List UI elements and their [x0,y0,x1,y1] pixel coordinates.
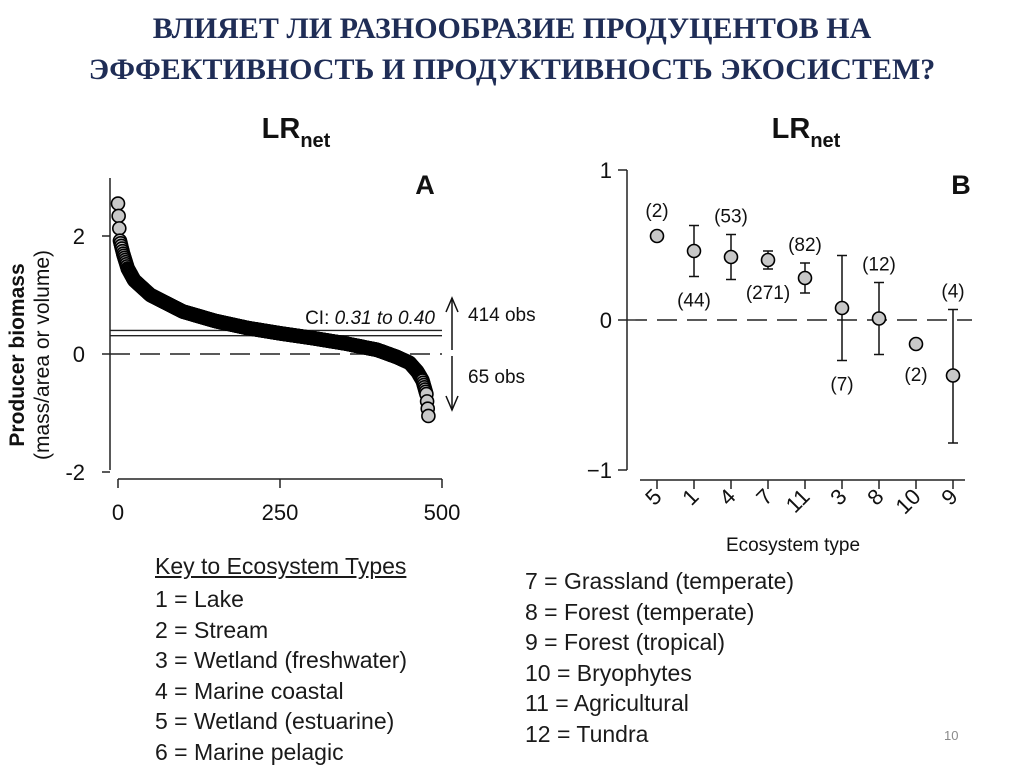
key-item: 1 = Lake [155,586,244,612]
panel-a-title-sub: net [300,130,331,152]
key-item: 10 = Bryophytes [525,659,692,686]
panel-b-label: B [951,170,971,200]
sample-size-label: (44) [677,290,711,312]
key-item: 7 = Grassland (temperate) [525,568,795,594]
panel-b-title-main: LR [771,113,811,145]
panel-a-label: A [415,170,435,200]
x-tick-label: 4 [714,483,741,511]
slide-title-line-1: ВЛИЯЕТ ЛИ РАЗНООБРАЗИЕ ПРОДУЦЕНТОВ НА [152,12,872,45]
panel-a-y-ticks [65,224,110,485]
x-tick-label: 10 [890,483,926,519]
x-tick-label: 500 [423,500,461,525]
key-item: 4 = Marine coastal [155,677,344,704]
data-point [112,209,125,222]
panel-a-chart [6,113,536,525]
data-point [947,369,960,382]
panel-a-title [262,113,331,152]
ci-annotation [305,308,435,329]
data-point [873,312,886,325]
ci-prefix: CI: [305,308,335,329]
panel-a-y-axis-label [6,250,54,460]
panel-b-y-ticks [587,158,627,483]
key-heading: Key to Ecosystem Types [155,553,407,579]
y-tick-label: -2 [65,460,85,485]
key-item: 6 = Marine pelagic [155,738,344,765]
sample-size-label: (4) [941,281,965,303]
panel-b-x-ticks [640,480,962,519]
x-tick-label: 5 [640,483,667,511]
y-tick-label: 0 [72,342,85,367]
y-tick-label: 2 [72,224,85,249]
data-point [688,245,701,258]
x-tick-label: 9 [936,483,963,511]
key-item: 2 = Stream [155,616,269,643]
data-point [910,338,923,351]
y-axis-label-units: (mass/area or volume) [31,249,54,461]
x-tick-label: 0 [111,500,125,525]
data-point [651,230,664,243]
sample-size-label: (53) [714,206,748,228]
down-arrow [446,356,458,410]
panel-a-x-ticks [112,479,460,525]
data-point [725,251,738,264]
data-point [799,272,812,285]
data-point [113,222,126,235]
key-item: 11 = Agricultural [525,690,689,716]
slide-title-line-2: ЭФФЕКТИВНОСТЬ И ПРОДУКТИВНОСТЬ ЭКОСИСТЕМ? [88,53,936,86]
down-count-label: 65 obs [468,367,526,388]
key-item: 5 = Wetland (estuarine) [155,708,395,734]
page-number: 10 [944,728,959,743]
key-list-right [525,566,794,749]
panel-b-chart [587,113,972,556]
key-item: 3 = Wetland (freshwater) [155,647,408,673]
sample-size-label: (82) [788,235,822,256]
sample-size-label: (2) [645,201,669,222]
data-point [762,254,775,267]
panel-b-data-points [645,201,964,443]
data-point [422,409,435,422]
x-tick-label: 3 [825,483,852,511]
up-count-label: 414 obs [468,305,536,326]
key-list-left [155,584,407,767]
y-tick-label: 1 [599,158,612,183]
x-tick-label: 11 [780,483,815,518]
x-tick-label: 250 [261,500,299,525]
x-tick-label: 7 [751,483,778,511]
ci-range: 0.31 to 0.40 [334,308,435,329]
up-arrow [446,298,458,350]
panel-b-title-sub: net [810,130,841,152]
key-item: 12 = Tundra [525,720,649,747]
x-tick-label: 8 [862,483,889,511]
key-item: 8 = Forest (temperate) [525,598,755,625]
x-tick-label: 1 [677,483,704,511]
sample-size-label: (2) [904,365,928,386]
sample-size-label: (7) [830,374,854,396]
y-tick-label: −1 [586,458,612,483]
sample-size-label: (271) [745,283,791,304]
y-tick-label: 0 [599,308,612,333]
panel-b-title [772,113,841,152]
data-point [836,302,849,315]
panel-a-title-main: LR [261,113,301,145]
data-point [112,197,125,210]
y-axis-label-bold: Producer biomass [6,263,29,447]
panel-b-x-axis-label: Ecosystem type [725,535,861,556]
key-item: 9 = Forest (tropical) [525,629,726,655]
sample-size-label: (12) [862,254,896,276]
